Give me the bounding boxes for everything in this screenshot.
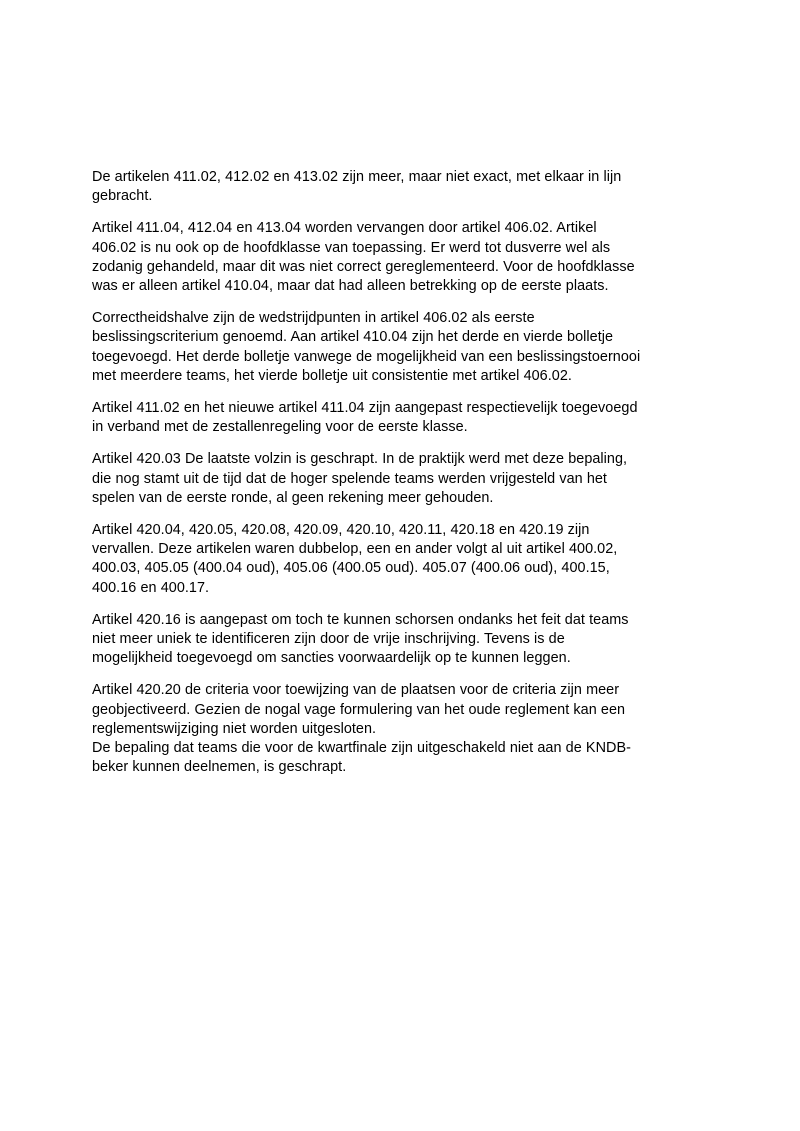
text-line: mogelijkheid toegevoegd om sancties voorwaardelijk op te kunnen leggen. xyxy=(92,650,571,667)
text-line: Artikel 420.16 is aangepast om toch te kunnen schorsen ondanks het feit dat teams xyxy=(92,611,629,628)
text-line: beker kunnen deelnemen, is geschrapt. xyxy=(92,759,347,776)
text-line: niet meer uniek te identificeren zijn door de vrije inschrijving. Tevens is de xyxy=(92,631,565,648)
text-line: zodanig gehandeld, maar dit was niet correct gereglementeerd. Voor de hoofdklasse xyxy=(92,258,635,275)
text-line: 400.16 en 400.17. xyxy=(92,579,210,596)
text-line: Artikel 420.03 De laatste volzin is geschrapt. In de praktijk werd met deze bepaling, xyxy=(92,451,628,468)
text-line: spelen van de eerste ronde, al geen rekening meer gehouden. xyxy=(92,489,494,506)
text-line: reglementswijziging niet worden uitgesloten. xyxy=(92,720,377,737)
text-line: Artikel 420.20 de criteria voor toewijzing van de plaatsen voor de criteria zijn meer xyxy=(92,682,620,699)
text-line: De bepaling dat teams die voor de kwartfinale zijn uitgeschakeld niet aan de KNDB- xyxy=(92,740,631,757)
paragraph xyxy=(92,521,712,598)
text-line: met meerdere teams, het vierde bolletje uit consistentie met artikel 406.02. xyxy=(92,367,572,384)
text-line: geobjectiveerd. Gezien de nogal vage formulering van het oude reglement kan een xyxy=(92,701,626,718)
paragraph xyxy=(92,611,712,669)
paragraph xyxy=(92,309,712,386)
text-line: was er alleen artikel 410.04, maar dat had alleen betrekking op de eerste plaats. xyxy=(92,278,609,295)
text-line: Artikel 411.04, 412.04 en 413.04 worden vervangen door artikel 406.02. Artikel xyxy=(92,220,597,237)
paragraph xyxy=(92,681,712,777)
text-line: beslissingscriterium genoemd. Aan artikel 410.04 zijn het derde en vierde bolletje xyxy=(92,329,614,346)
text-line: vervallen. Deze artikelen waren dubbelop, een en ander volgt al uit artikel 400.02, xyxy=(92,541,618,558)
text-line: Correctheidshalve zijn de wedstrijdpunten in artikel 406.02 als eerste xyxy=(92,310,535,327)
text-line: toegevoegd. Het derde bolletje vanwege de mogelijkheid van een beslissingstoernooi xyxy=(92,348,641,365)
text-line: 406.02 is nu ook op de hoofdklasse van toepassing. Er werd tot dusverre wel als xyxy=(92,239,611,256)
text-line: die nog stamt uit de tijd dat de hoger spelende teams werden vrijgesteld van het xyxy=(92,470,607,487)
paragraph xyxy=(92,219,712,296)
document-text-body xyxy=(92,168,712,777)
paragraph xyxy=(92,450,712,508)
text-line: Artikel 420.04, 420.05, 420.08, 420.09, 420.10, 420.11, 420.18 en 420.19 zijn xyxy=(92,522,590,539)
text-line: 400.03, 405.05 (400.04 oud), 405.06 (400.05 oud). 405.07 (400.06 oud), 400.15, xyxy=(92,560,610,577)
paragraph xyxy=(92,399,712,437)
paragraph xyxy=(92,168,712,206)
text-line: Artikel 411.02 en het nieuwe artikel 411.04 zijn aangepast respectievelijk toegevoegd xyxy=(92,400,638,417)
text-line: gebracht. xyxy=(92,188,153,205)
text-line: De artikelen 411.02, 412.02 en 413.02 zijn meer, maar niet exact, met elkaar in lijn xyxy=(92,169,622,185)
text-line: in verband met de zestallenregeling voor de eerste klasse. xyxy=(92,419,468,436)
